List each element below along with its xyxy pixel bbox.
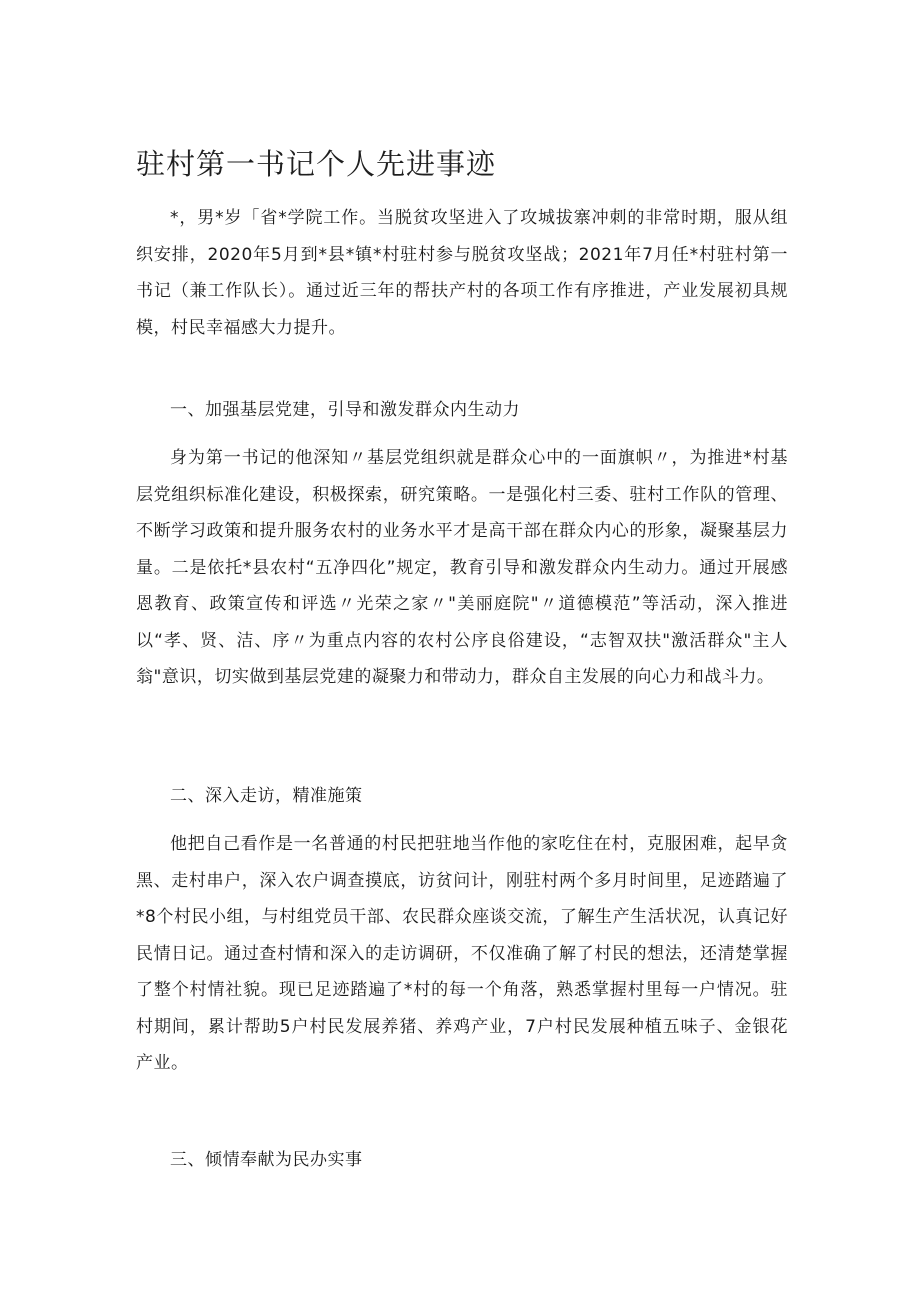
document-title: 驻村第一书记个人先进事迹 xyxy=(136,147,497,181)
section-heading-2: 二、深入走访，精准施策 xyxy=(170,786,363,806)
section-body-1: 身为第一书记的他深知〃基层党组织就是群众心中的一面旗帜〃，为推进*村基层党组织标准化建设，积极探索，研究策略。一是强化村三委、驻村工作队的管理、不断学习政策和提升服务农村的业务水平才是高干部在群众内心的形象，凝聚基层力量。二是依托*县农村“五净四化”规定，教育引导和激发群众内生动力。通过开展感恩教育、政策宣传和评选〃光荣之家〃"美丽庭院"〃道德模范”等活动，深入推进以“孝、贤、洁、序〃为重点内容的农村公序良俗建设，“志智双扶"激活群众"主人翁"意识，切实做到基层党建的凝聚力和带动力，群众自主发展的向心力和战斗力。 xyxy=(136,448,788,687)
section-heading-3: 三、倾情奉献为民办实事 xyxy=(170,1150,363,1170)
intro-paragraph: *，男*岁「省*学院工作。当脱贫攻坚进入了攻城拔寨冲刺的非常时期，服从组织安排，2020年5月到*县*镇*村驻村参与脱贫攻坚战；2021年7月任*村驻村第一书记（兼工作队长）。通过近三年的帮扶产村的各项工作有序推进，产业发展初具规模，村民幸福感大力提升。 xyxy=(136,208,788,338)
section-body-2: 他把自己看作是一名普通的村民把驻地当作他的家吃住在村，克服困难，起早贪黑、走村串户，深入农户调查摸底，访贫问计，刚驻村两个多月时间里，足迹踏遍了*8个村民小组，与村组党员干部、农民群众座谈交流，了解生产生活状况，认真记好民情日记。通过查村情和深入的走访调研，不仅准确了解了村民的想法，还清楚掌握了整个村情社貌。现已足迹踏遍了*村的每一个角落，熟悉掌握村里每一户情况。驻村期间，累计帮助5户村民发展养猪、养鸡产业，7户村民发展种植五味子、金银花产业。 xyxy=(136,834,788,1073)
section-heading-1: 一、加强基层党建，引导和激发群众内生动力 xyxy=(170,400,520,420)
